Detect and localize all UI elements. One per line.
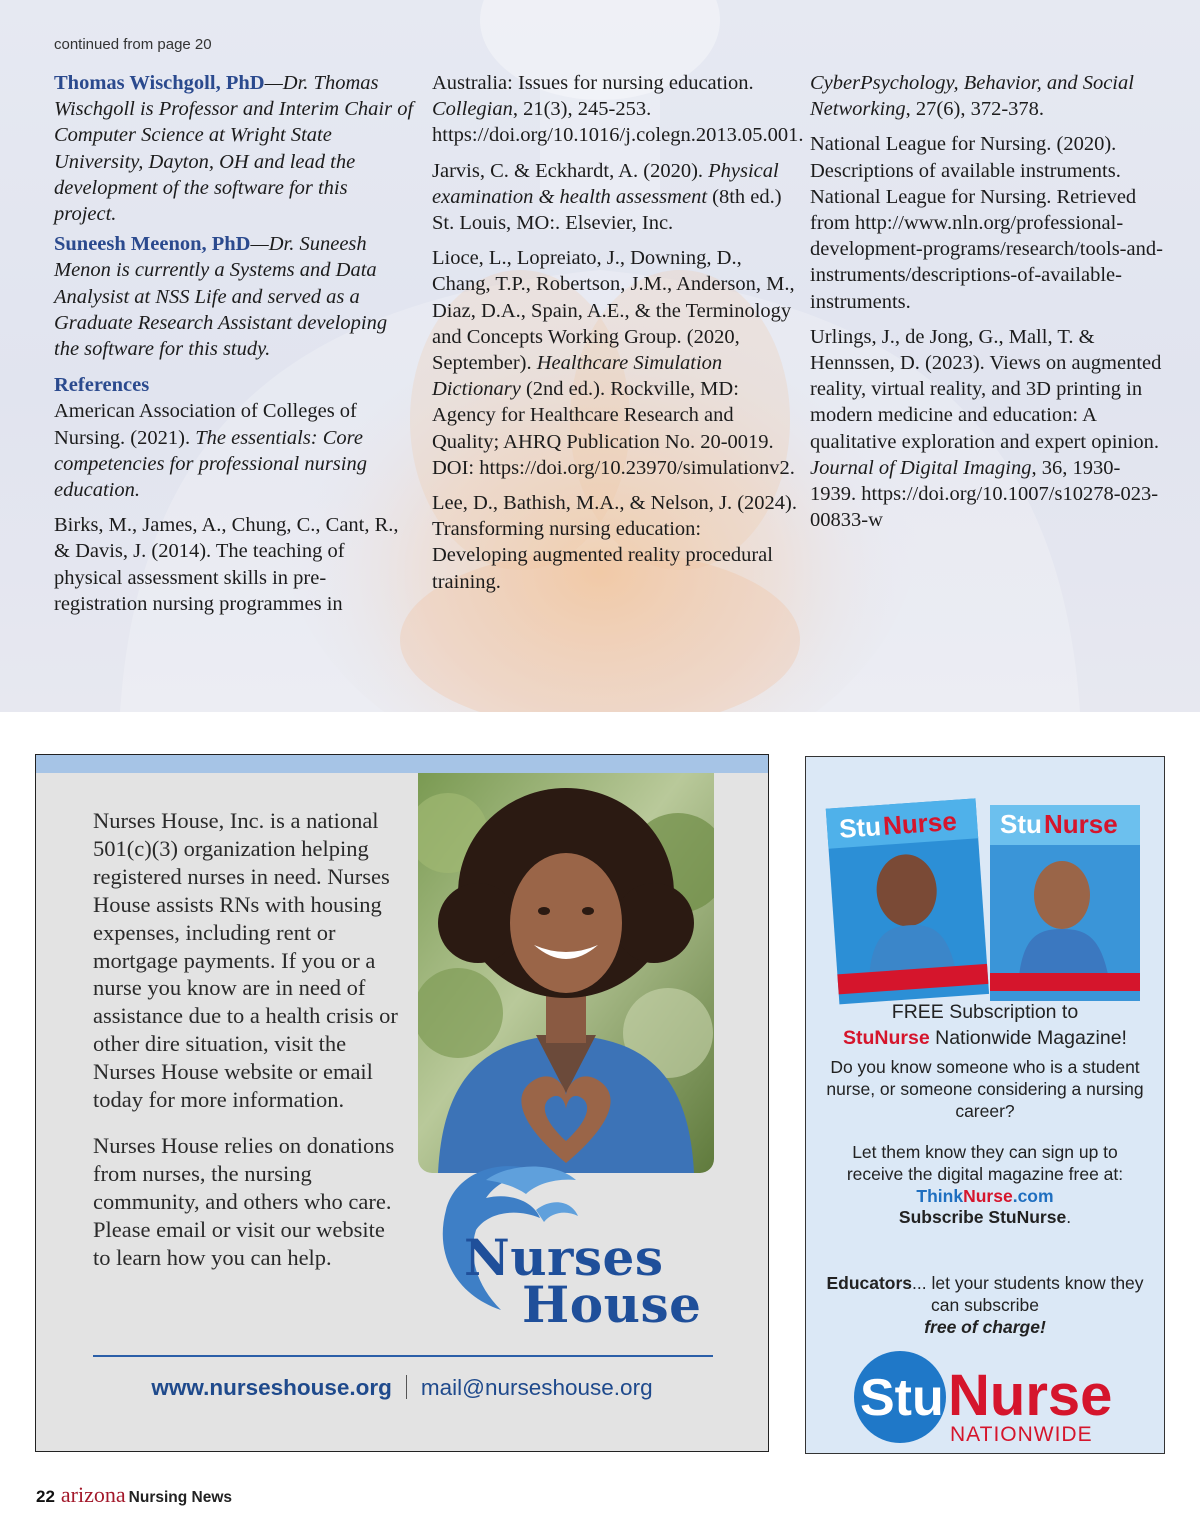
reference-text: Birks, M., James, A., Chung, C., Cant, R., & Davis, J. (2014). The teaching of physical assessment skills in pre-registration nursing programmes in bbox=[54, 514, 399, 615]
stunurse-ad bbox=[805, 756, 1165, 1454]
publication-arizona: arizona bbox=[60, 1482, 126, 1507]
article-column-2 bbox=[432, 70, 804, 604]
article-column-3 bbox=[810, 70, 1165, 542]
reference-text: (2nd ed.). Rockville, MD: Agency for Healthcare Research and Quality; AHRQ Publication No. 20-0019. DOI: https://doi.org/10.23970/simulationv2. bbox=[432, 378, 795, 479]
reference-text: National League for Nursing. (2020). Descriptions of available instruments. National League for Nursing. Retrieved from http://www.nln.org/professional-development-programs/research/tools-and- instruments/descriptions-of-available-instruments. bbox=[810, 133, 1163, 313]
reference-item bbox=[432, 490, 797, 595]
author-bio bbox=[54, 231, 414, 362]
references-heading: References bbox=[54, 374, 150, 397]
publication-nursing-news: Nursing News bbox=[128, 1489, 233, 1506]
email-link[interactable]: mail@nurseshouse.org bbox=[420, 1375, 653, 1400]
nurses-house-logo-text: Nurses bbox=[464, 1228, 664, 1287]
stunurse-headline bbox=[806, 999, 1164, 1051]
reference-item bbox=[432, 158, 797, 237]
reference-text: Lioce, L., Lopreiato, J., Downing, D., Chang, T.P., Robertson, J.M., Anderson, M., Diaz, D.A., Spain, A.E., & the Terminology and Concepts Working Group. (2020, September). bbox=[432, 247, 795, 375]
page-footer bbox=[36, 1482, 232, 1508]
headline-line-2 bbox=[806, 1025, 1164, 1051]
logo-nationwide-text: NATIONWIDE bbox=[950, 1423, 1093, 1446]
site-part: .com bbox=[1012, 1185, 1054, 1206]
subscribe-end: . bbox=[1066, 1207, 1072, 1228]
svg-text:Stu: Stu bbox=[1000, 809, 1042, 839]
reference-text: , 36, 1930-1939. https://doi.org/10.1007/s10278-023-00833-w bbox=[810, 456, 1159, 532]
logo-nurse-text: Nurse bbox=[948, 1363, 1113, 1428]
reference-item bbox=[54, 512, 414, 617]
subscribe-line bbox=[826, 1207, 1144, 1229]
subscribe-text: Subscribe StuNurse bbox=[898, 1207, 1067, 1228]
svg-text:Nurse: Nurse bbox=[1044, 809, 1118, 839]
reference-title: Physical examination & health assessment bbox=[432, 159, 779, 208]
article-section bbox=[0, 0, 1200, 712]
reference-title: Journal of Digital Imaging bbox=[810, 456, 1032, 479]
reference-title: Collegian bbox=[432, 98, 513, 121]
headline-rest: Nationwide Magazine! bbox=[929, 1027, 1127, 1049]
reference-item bbox=[432, 70, 804, 149]
reference-text: , 21(3), 245-253. https://doi.org/10.1016/j.colegn.2013.05.001. bbox=[432, 98, 804, 147]
headline-line-1: FREE Subscription to bbox=[891, 1001, 1079, 1023]
svg-text:Nurse: Nurse bbox=[882, 805, 958, 841]
reference-item bbox=[810, 324, 1165, 534]
author-name: Thomas Wischgoll, PhD bbox=[54, 72, 265, 94]
reference-item bbox=[810, 131, 1165, 314]
free-of-charge-text: free of charge! bbox=[924, 1316, 1046, 1337]
reference-item bbox=[810, 70, 1165, 122]
website-link[interactable]: www.nurseshouse.org bbox=[151, 1375, 392, 1400]
reference-text: American Association of Colleges of Nursing. (2021). bbox=[54, 400, 357, 449]
reference-text: Urlings, J., de Jong, G., Mall, T. & Hennssen, D. (2023). Views on augmented reality, virtual reality, and 3D printing in modern medicine and education: A qualitative exploration and expert opinion. bbox=[810, 325, 1162, 453]
nurse-photo-illustration bbox=[418, 773, 714, 1173]
nurses-house-paragraph: Nurses House relies on donations from nurses, the nursing community, and others who care. Please email or visit our website to learn how you can help. bbox=[93, 1132, 395, 1270]
reference-text: (8th ed.) St. Louis, MO:. Elsevier, Inc. bbox=[432, 185, 782, 235]
site-part: Nurse bbox=[963, 1185, 1013, 1206]
author-name: Suneesh Meenon, PhD bbox=[54, 233, 251, 256]
thinknurse-link[interactable] bbox=[826, 1186, 1144, 1208]
magazine-covers-illustration bbox=[822, 785, 1142, 1005]
educators-note bbox=[826, 1273, 1144, 1338]
signup-text: Let them know they can sign up to receive the digital magazine free at: bbox=[846, 1142, 1124, 1184]
reference-item bbox=[54, 398, 414, 503]
stunurse-question: Do you know someone who is a student nurse, or someone considering a nursing career? bbox=[826, 1057, 1144, 1121]
author-bio-text: —Dr. Suneesh Menon is currently a Systems and Data Analysist at NSS Life and served as a Graduate Research Assistant developing the software for this study. bbox=[54, 233, 388, 361]
page-number: 22 bbox=[36, 1487, 55, 1506]
nurses-house-contact bbox=[36, 1375, 768, 1401]
reference-text: Jarvis, C. & Eckhardt, A. (2020). bbox=[432, 159, 709, 182]
nurses-house-description bbox=[93, 807, 403, 1290]
reference-title: CyberPsychology, Behavior, and Social Networking bbox=[810, 72, 1134, 121]
reference-text: Lee, D., Bathish, M.A., & Nelson, J. (2024). Transforming nursing education: Developing augmented reality procedural training. bbox=[432, 492, 797, 593]
divider bbox=[93, 1355, 713, 1357]
stunurse-brand: StuNurse bbox=[843, 1027, 930, 1049]
site-part: Think bbox=[916, 1185, 964, 1206]
reference-text: , 27(6), 372-378. bbox=[905, 98, 1045, 121]
continued-note: continued from page 20 bbox=[54, 36, 212, 53]
author-bio-text: —Dr. Thomas Wischgoll is Professor and Interim Chair of Computer Science at Wright State University, Dayton, OH and lead the development of the software for this project. bbox=[54, 72, 414, 226]
article-column-1 bbox=[54, 70, 414, 626]
author-bio bbox=[54, 70, 414, 227]
stunurse-logo-icon bbox=[852, 1349, 1122, 1449]
reference-title: The essentials: Core competencies for professional nursing education. bbox=[54, 426, 367, 502]
svg-text:Stu: Stu bbox=[838, 811, 883, 844]
educators-label: Educators bbox=[826, 1273, 913, 1293]
reference-title: Healthcare Simulation Dictionary bbox=[432, 352, 723, 401]
stunurse-signup-info bbox=[826, 1142, 1144, 1229]
nurses-house-paragraph: Nurses House, Inc. is a national 501(c)(3) organization helping registered nurses in need. Nurses House assists RNs with housing expenses, including rent or mortgage payments. If you or a nurse you know are in need of assistance due to a health crisis or other dire situation, visit the Nurses House website or email today for more information. bbox=[93, 808, 398, 1113]
nurse-heart-hands-photo bbox=[418, 773, 714, 1173]
nurses-house-logo-text: House bbox=[522, 1275, 702, 1334]
nurses-house-ad bbox=[35, 754, 769, 1452]
ad-top-bar bbox=[36, 755, 768, 773]
separator bbox=[406, 1375, 407, 1399]
reference-item bbox=[432, 245, 797, 481]
educators-text: ... let your students know they can subscribe bbox=[912, 1273, 1144, 1315]
reference-text: Australia: Issues for nursing education. bbox=[432, 72, 754, 94]
logo-stu-text: Stu bbox=[860, 1369, 944, 1427]
